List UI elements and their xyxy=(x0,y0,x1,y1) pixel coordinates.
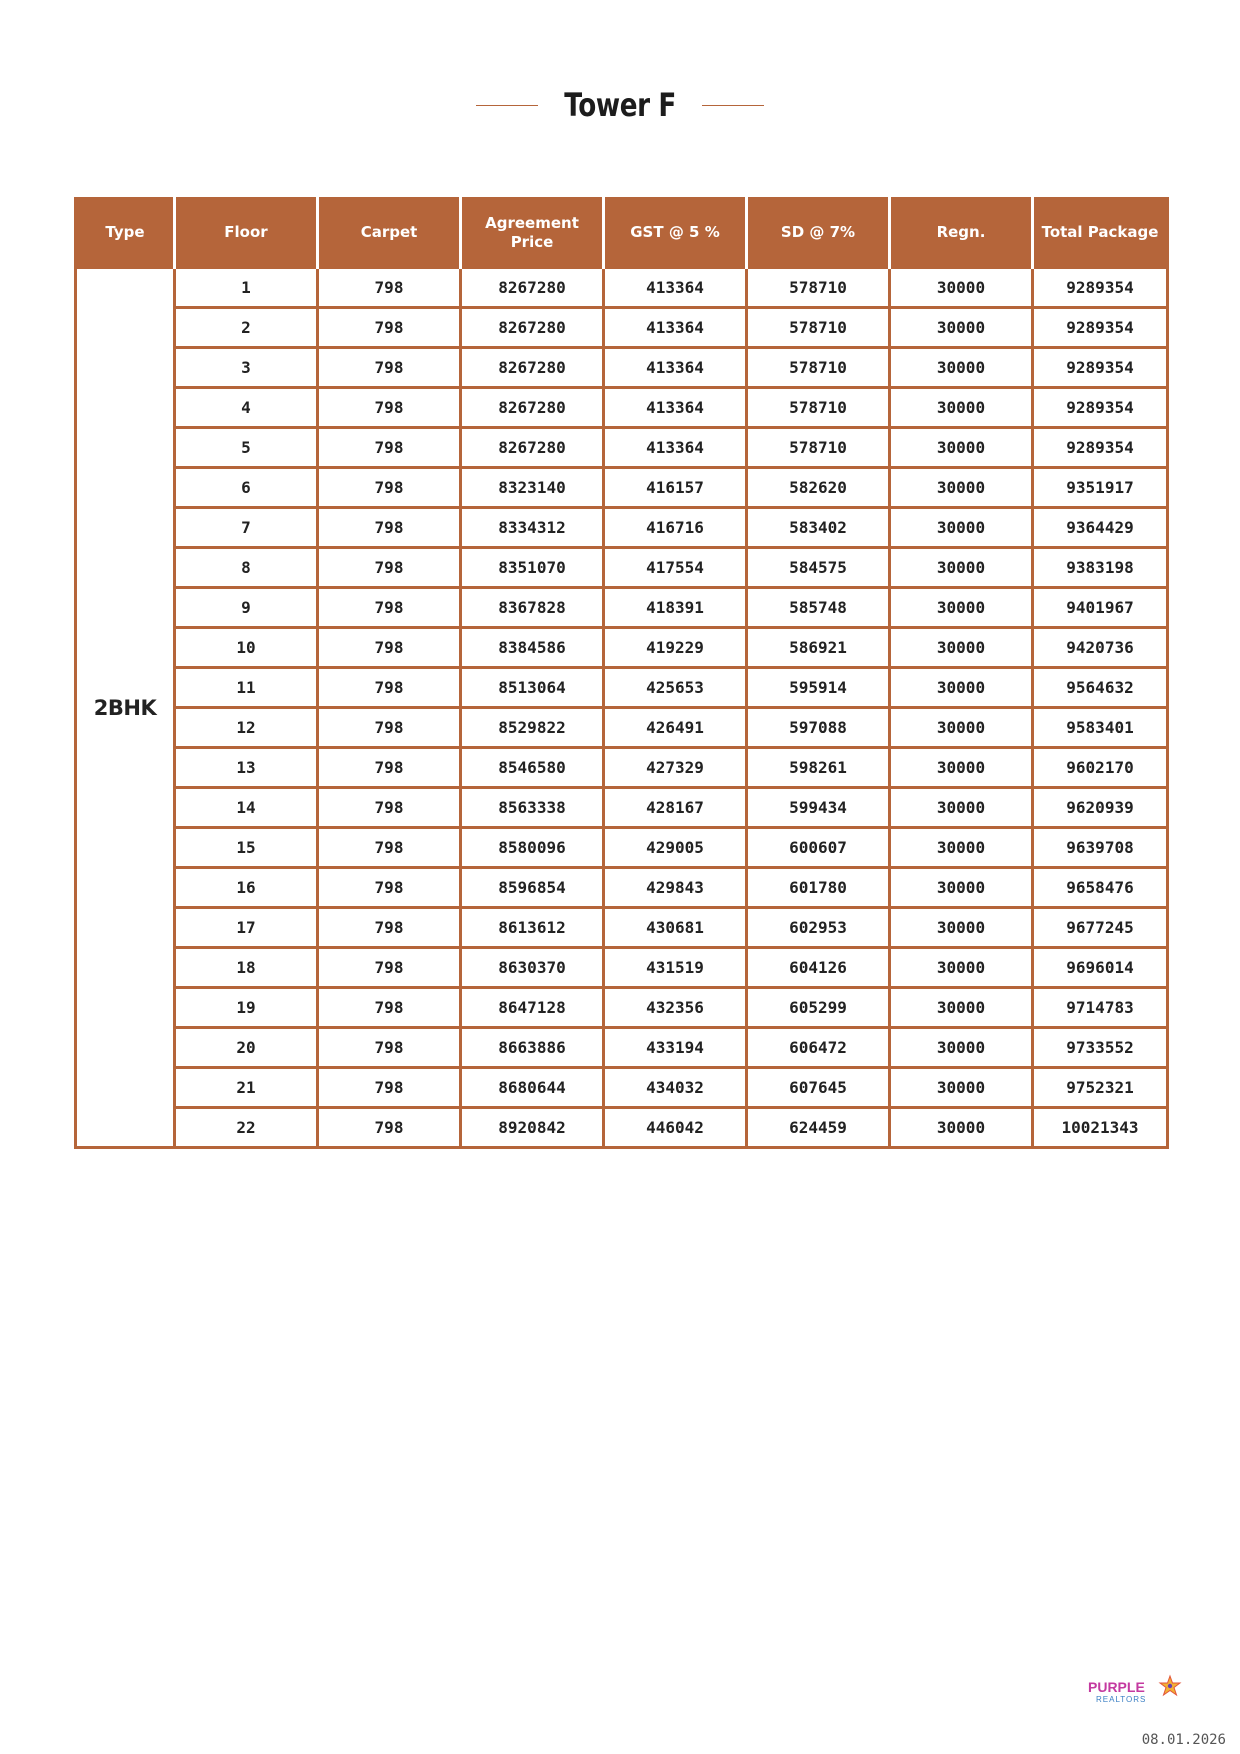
carpet-cell: 798 xyxy=(318,308,461,348)
total-package-cell: 9583401 xyxy=(1033,708,1168,748)
agreement-price-cell: 8367828 xyxy=(461,588,604,628)
regn-cell: 30000 xyxy=(890,468,1033,508)
gst-cell: 418391 xyxy=(604,588,747,628)
carpet-cell: 798 xyxy=(318,668,461,708)
floor-cell: 10 xyxy=(175,628,318,668)
gst-cell: 413364 xyxy=(604,388,747,428)
floor-cell: 19 xyxy=(175,988,318,1028)
floor-cell: 11 xyxy=(175,668,318,708)
table-row xyxy=(76,308,1168,348)
carpet-cell: 798 xyxy=(318,428,461,468)
regn-cell: 30000 xyxy=(890,1068,1033,1108)
floor-cell: 14 xyxy=(175,788,318,828)
agreement-price-cell: 8580096 xyxy=(461,828,604,868)
gst-cell: 433194 xyxy=(604,1028,747,1068)
agreement-price-cell: 8384586 xyxy=(461,628,604,668)
carpet-cell: 798 xyxy=(318,468,461,508)
carpet-cell: 798 xyxy=(318,548,461,588)
gst-cell: 417554 xyxy=(604,548,747,588)
table-row xyxy=(76,588,1168,628)
carpet-cell: 798 xyxy=(318,828,461,868)
table-row xyxy=(76,668,1168,708)
floor-cell: 17 xyxy=(175,908,318,948)
header-row xyxy=(76,199,1168,268)
total-package-cell: 9289354 xyxy=(1033,308,1168,348)
table-row xyxy=(76,788,1168,828)
regn-cell: 30000 xyxy=(890,428,1033,468)
total-package-cell: 9602170 xyxy=(1033,748,1168,788)
regn-cell: 30000 xyxy=(890,588,1033,628)
sd-cell: 606472 xyxy=(747,1028,890,1068)
floor-cell: 6 xyxy=(175,468,318,508)
table-row xyxy=(76,908,1168,948)
gst-cell: 416716 xyxy=(604,508,747,548)
regn-cell: 30000 xyxy=(890,348,1033,388)
table-row xyxy=(76,748,1168,788)
sd-cell: 578710 xyxy=(747,428,890,468)
gst-cell: 419229 xyxy=(604,628,747,668)
sd-cell: 586921 xyxy=(747,628,890,668)
table-row xyxy=(76,268,1168,308)
regn-cell: 30000 xyxy=(890,708,1033,748)
header-sd: SD @ 7% xyxy=(747,199,890,268)
regn-cell: 30000 xyxy=(890,988,1033,1028)
gst-cell: 434032 xyxy=(604,1068,747,1108)
sd-cell: 599434 xyxy=(747,788,890,828)
total-package-cell: 9364429 xyxy=(1033,508,1168,548)
carpet-cell: 798 xyxy=(318,748,461,788)
agreement-price-cell: 8596854 xyxy=(461,868,604,908)
sd-cell: 585748 xyxy=(747,588,890,628)
carpet-cell: 798 xyxy=(318,508,461,548)
header-floor: Floor xyxy=(175,199,318,268)
header-type: Type xyxy=(76,199,175,268)
total-package-cell: 9714783 xyxy=(1033,988,1168,1028)
table-row xyxy=(76,708,1168,748)
table-row xyxy=(76,468,1168,508)
floor-cell: 9 xyxy=(175,588,318,628)
carpet-cell: 798 xyxy=(318,788,461,828)
sd-cell: 624459 xyxy=(747,1108,890,1148)
price-table xyxy=(74,197,1169,1149)
carpet-cell: 798 xyxy=(318,268,461,308)
regn-cell: 30000 xyxy=(890,508,1033,548)
floor-cell: 2 xyxy=(175,308,318,348)
sd-cell: 601780 xyxy=(747,868,890,908)
regn-cell: 30000 xyxy=(890,308,1033,348)
total-package-cell: 9733552 xyxy=(1033,1028,1168,1068)
agreement-price-cell: 8630370 xyxy=(461,948,604,988)
total-package-cell: 9564632 xyxy=(1033,668,1168,708)
sd-cell: 602953 xyxy=(747,908,890,948)
table-row xyxy=(76,868,1168,908)
sd-cell: 604126 xyxy=(747,948,890,988)
carpet-cell: 798 xyxy=(318,988,461,1028)
carpet-cell: 798 xyxy=(318,708,461,748)
sd-cell: 578710 xyxy=(747,268,890,308)
floor-cell: 18 xyxy=(175,948,318,988)
gst-cell: 429843 xyxy=(604,868,747,908)
gst-cell: 427329 xyxy=(604,748,747,788)
header-regn: Regn. xyxy=(890,199,1033,268)
header-carpet: Carpet xyxy=(318,199,461,268)
floor-cell: 1 xyxy=(175,268,318,308)
total-package-cell: 9351917 xyxy=(1033,468,1168,508)
table-row xyxy=(76,828,1168,868)
page-title: Tower F xyxy=(564,86,676,124)
table-row xyxy=(76,1068,1168,1108)
regn-cell: 30000 xyxy=(890,908,1033,948)
table-row xyxy=(76,628,1168,668)
table-row xyxy=(76,1028,1168,1068)
sd-cell: 607645 xyxy=(747,1068,890,1108)
sd-cell: 605299 xyxy=(747,988,890,1028)
sd-cell: 595914 xyxy=(747,668,890,708)
total-package-cell: 9383198 xyxy=(1033,548,1168,588)
floor-cell: 5 xyxy=(175,428,318,468)
logo-text-line2: REALTORS xyxy=(1096,1695,1147,1704)
total-package-cell: 9401967 xyxy=(1033,588,1168,628)
regn-cell: 30000 xyxy=(890,948,1033,988)
table-row xyxy=(76,388,1168,428)
sd-cell: 600607 xyxy=(747,828,890,868)
table-row xyxy=(76,1108,1168,1148)
regn-cell: 30000 xyxy=(890,1108,1033,1148)
sd-cell: 578710 xyxy=(747,348,890,388)
table-row xyxy=(76,988,1168,1028)
total-package-cell: 9289354 xyxy=(1033,268,1168,308)
header-agreement-price: Agreement Price xyxy=(461,199,604,268)
regn-cell: 30000 xyxy=(890,828,1033,868)
gst-cell: 413364 xyxy=(604,428,747,468)
table-row xyxy=(76,508,1168,548)
agreement-price-cell: 8267280 xyxy=(461,308,604,348)
agreement-price-cell: 8351070 xyxy=(461,548,604,588)
gst-cell: 416157 xyxy=(604,468,747,508)
agreement-price-cell: 8267280 xyxy=(461,268,604,308)
total-package-cell: 9289354 xyxy=(1033,348,1168,388)
regn-cell: 30000 xyxy=(890,748,1033,788)
floor-cell: 15 xyxy=(175,828,318,868)
title-line-left xyxy=(476,105,538,106)
carpet-cell: 798 xyxy=(318,908,461,948)
sd-cell: 598261 xyxy=(747,748,890,788)
agreement-price-cell: 8663886 xyxy=(461,1028,604,1068)
floor-cell: 8 xyxy=(175,548,318,588)
star-center-dot xyxy=(1168,1684,1172,1688)
carpet-cell: 798 xyxy=(318,388,461,428)
agreement-price-cell: 8323140 xyxy=(461,468,604,508)
agreement-price-cell: 8920842 xyxy=(461,1108,604,1148)
sd-cell: 582620 xyxy=(747,468,890,508)
agreement-price-cell: 8546580 xyxy=(461,748,604,788)
regn-cell: 30000 xyxy=(890,1028,1033,1068)
gst-cell: 431519 xyxy=(604,948,747,988)
total-package-cell: 10021343 xyxy=(1033,1108,1168,1148)
agreement-price-cell: 8267280 xyxy=(461,388,604,428)
floor-cell: 7 xyxy=(175,508,318,548)
floor-cell: 13 xyxy=(175,748,318,788)
regn-cell: 30000 xyxy=(890,268,1033,308)
title-line-right xyxy=(702,105,764,106)
total-package-cell: 9639708 xyxy=(1033,828,1168,868)
carpet-cell: 798 xyxy=(318,1028,461,1068)
agreement-price-cell: 8613612 xyxy=(461,908,604,948)
floor-cell: 21 xyxy=(175,1068,318,1108)
carpet-cell: 798 xyxy=(318,1068,461,1108)
gst-cell: 446042 xyxy=(604,1108,747,1148)
total-package-cell: 9620939 xyxy=(1033,788,1168,828)
header-total-package: Total Package xyxy=(1033,199,1168,268)
logo-text-line1: PURPLE xyxy=(1088,1679,1145,1695)
total-package-cell: 9677245 xyxy=(1033,908,1168,948)
sd-cell: 584575 xyxy=(747,548,890,588)
carpet-cell: 798 xyxy=(318,868,461,908)
gst-cell: 425653 xyxy=(604,668,747,708)
gst-cell: 432356 xyxy=(604,988,747,1028)
table-row xyxy=(76,948,1168,988)
table-row xyxy=(76,348,1168,388)
table-body xyxy=(76,268,1168,1148)
type-cell: 2BHK xyxy=(76,268,175,1148)
carpet-cell: 798 xyxy=(318,628,461,668)
agreement-price-cell: 8267280 xyxy=(461,348,604,388)
table-row xyxy=(76,428,1168,468)
floor-cell: 12 xyxy=(175,708,318,748)
carpet-cell: 798 xyxy=(318,588,461,628)
sd-cell: 597088 xyxy=(747,708,890,748)
agreement-price-cell: 8563338 xyxy=(461,788,604,828)
total-package-cell: 9420736 xyxy=(1033,628,1168,668)
regn-cell: 30000 xyxy=(890,628,1033,668)
total-package-cell: 9289354 xyxy=(1033,388,1168,428)
regn-cell: 30000 xyxy=(890,668,1033,708)
total-package-cell: 9752321 xyxy=(1033,1068,1168,1108)
total-package-cell: 9696014 xyxy=(1033,948,1168,988)
agreement-price-cell: 8529822 xyxy=(461,708,604,748)
total-package-cell: 9289354 xyxy=(1033,428,1168,468)
regn-cell: 30000 xyxy=(890,388,1033,428)
carpet-cell: 798 xyxy=(318,348,461,388)
agreement-price-cell: 8647128 xyxy=(461,988,604,1028)
sd-cell: 583402 xyxy=(747,508,890,548)
sd-cell: 578710 xyxy=(747,388,890,428)
regn-cell: 30000 xyxy=(890,548,1033,588)
table-row xyxy=(76,548,1168,588)
agreement-price-cell: 8680644 xyxy=(461,1068,604,1108)
floor-cell: 4 xyxy=(175,388,318,428)
purple-realtors-logo xyxy=(1088,1672,1188,1708)
agreement-price-cell: 8267280 xyxy=(461,428,604,468)
carpet-cell: 798 xyxy=(318,948,461,988)
document-date: 08.01.2026 xyxy=(1141,1732,1226,1748)
floor-cell: 3 xyxy=(175,348,318,388)
gst-cell: 413364 xyxy=(604,348,747,388)
regn-cell: 30000 xyxy=(890,868,1033,908)
floor-cell: 20 xyxy=(175,1028,318,1068)
gst-cell: 413364 xyxy=(604,268,747,308)
page-header xyxy=(0,80,1240,130)
floor-cell: 22 xyxy=(175,1108,318,1148)
gst-cell: 413364 xyxy=(604,308,747,348)
header-gst: GST @ 5 % xyxy=(604,199,747,268)
floor-cell: 16 xyxy=(175,868,318,908)
gst-cell: 429005 xyxy=(604,828,747,868)
total-package-cell: 9658476 xyxy=(1033,868,1168,908)
sd-cell: 578710 xyxy=(747,308,890,348)
gst-cell: 428167 xyxy=(604,788,747,828)
regn-cell: 30000 xyxy=(890,788,1033,828)
carpet-cell: 798 xyxy=(318,1108,461,1148)
agreement-price-cell: 8334312 xyxy=(461,508,604,548)
gst-cell: 430681 xyxy=(604,908,747,948)
gst-cell: 426491 xyxy=(604,708,747,748)
agreement-price-cell: 8513064 xyxy=(461,668,604,708)
